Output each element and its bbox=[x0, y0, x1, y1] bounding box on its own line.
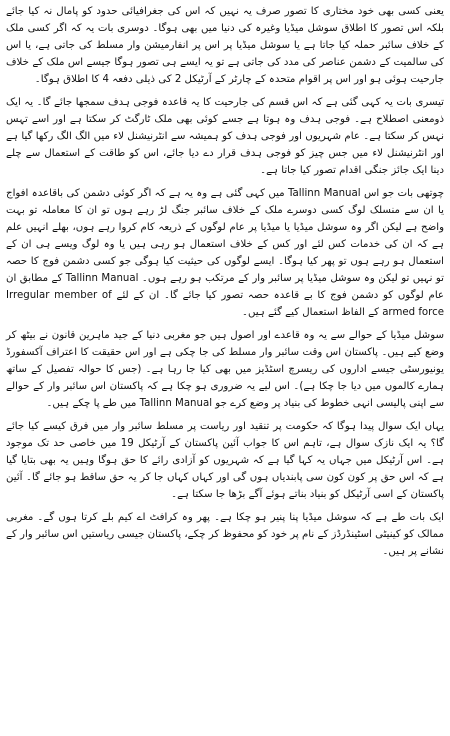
paragraph-conclusion: ایک بات طے ہے کہ سوشل میڈیا پنا پنیر ہو چکا ہے۔ پھر وہ کرافٹ اے کیم بلے کرتا ہوں گے۔ مغربی ممالک کو کینیٹی اسٹینڈرڈز کے نام پر خود کو محفوظ کر چکے، پاکستان جیسی ریاستیں اس سائبر وار کے نشانے پر ہیں۔ bbox=[6, 512, 444, 557]
paragraph-military-target: تیسری بات یہ کہی گئی ہے کہ اس قسم کی جارحیت کا یہ قاعدہ فوجی ہدف سمجھا جائے گا۔ یہ ایک ذومعنی اصطلاح ہے۔ فوجی ہدف وہ ہوتا ہے جسے کوئی بھی ملک ٹارگٹ کر سکتا ہے اور اسے تہس نہس کر سکتا ہے۔ عام شہریوں اور فوجی ہدف کو ہمیشہ سے انٹرنیشنل لاء میں الگ الگ رکھا گیا ہے اور انٹرنیشنل لاء میں جس چیز کو فوجی ہدف قرار دے دیا جائے، اس کو طاقت کے استعمال سے چلے دینا ایک جائز جنگی اقدام تصور کیا جاتا ہے۔ bbox=[6, 97, 444, 176]
paragraph-sovereignty: یعنی کسی بھی خود مختاری کا تصور صرف یہ نہیں کہ اس کی جغرافیائی حدود کو پامال نہ کیا جائے بلکہ اس تصور کا اطلاق سوشل میڈیا وغیرہ کی دنیا میں بھی ہوگا۔ دوسری بات یہ کہ اگر کسی ملک کے خلاف سائبر حملہ کیا جاتا ہے یا سوشل میڈیا پر اس پر انفارمیشن وار مسلط کی جاتی ہے، یا اس کی سالمیت کے دشمن عناصر کی مدد کی جاتی ہے تو یہ ایسے ہی تصور ہوگا جیسے اس ملک کے خلاف جارحیت ہوئی ہو اور اس پر اقوام متحدہ کے چارٹر کے آرٹیکل 2 کی ذیلی دفعہ 4 کا اطلاق ہوگا۔ bbox=[6, 6, 444, 85]
paragraph-article-19: یہاں ایک سوال پیدا ہوگا کہ حکومت پر تنقید اور ریاست پر مسلط سائبر وار میں فرق کیسے کیا جائے گا؟ یہ ایک نازک سوال ہے، تاہم اس کا جواب آئین پاکستان کے آرٹیکل 19 میں خاصی حد تک موجود ہے۔ اس آرٹیکل میں جہاں یہ کہا گیا ہے کہ شہریوں کو آزادی رائے کا حق ہوگا وہیں یہ بھی بتایا گیا ہے کہ اس حق پر کون کون سی پابندیاں ہوں گی اور کہاں کہاں جا کر یہ حق ساقط ہو جائے گا۔ آئین پاکستان کے اسی آرٹیکل کو بنیاد بناتے ہوئے آگے بڑھا جا سکتا ہے۔ bbox=[6, 421, 445, 500]
paragraph-tallinn-manual: چوتھی بات جو اس Tallinn Manual میں کہی گئی ہے وہ یہ ہے کہ اگر کوئی دشمن کی باقاعدہ افواج یا ان سے منسلک لوگ کسی دوسرے ملک کے خلاف سائبر جنگ لڑ رہے ہوں تو ان کا معاملہ تو بہت واضح ہے لیکن اگر وہ سوشل میڈیا یا میڈیا پر عام لوگوں کے ذریعہ کام کروا رہے ہوں، بھلے انہیں علم ہے کہ ان کی خدمات کس لئے اور کس کے خلاف استعمال ہو رہی ہیں یا وہ لوگ ویسے ہی ان کے استعمال ہو رہے ہوں تو پھر کیا ہوگا۔ ایسے لوگوں کی حیثیت کیا ہوگی جو کسی دشمن فوج کا حصہ تو نہیں تو لیکن وہ سوشل میڈیا پر سائبر وار کے مرتکب ہو رہے ہوں۔ Tallinn Manual کے مطابق ان عام لوگوں کو دشمن فوج کا بے قاعدہ حصہ تصور کیا جائے گا۔ ان کے لئے Irregular member of armed force کے الفاظ استعمال کیے گئے ہیں۔ bbox=[6, 188, 445, 318]
paragraph-pakistan-policy: سوشل میڈیا کے حوالے سے یہ وہ قاعدے اور اصول ہیں جو مغربی دنیا کے جید ماہرین قانون نے بیٹھ کر وضع کیے ہیں۔ پاکستان اس وقت سائبر وار مسلط کی جا چکی ہے اور اس حقیقت کا اعتراف آکسفورڈ یونیورسٹی جیسے اداروں کی ریسرچ اسٹڈیز میں بھی کیا جا رہا ہے۔ (جس کا حوالہ تفصیل کے ساتھ ہمارے کالموں میں دیا جا چکا ہے)۔ اس لیے یہ ضروری ہو چکا ہے کہ پاکستان اس سائبر وار کے حوالے سے اپنی پالیسی انہی خطوط کی بنیاد پر وضع کرے جو Tallinn Manual میں طے پا چکے ہیں۔ bbox=[6, 330, 444, 409]
